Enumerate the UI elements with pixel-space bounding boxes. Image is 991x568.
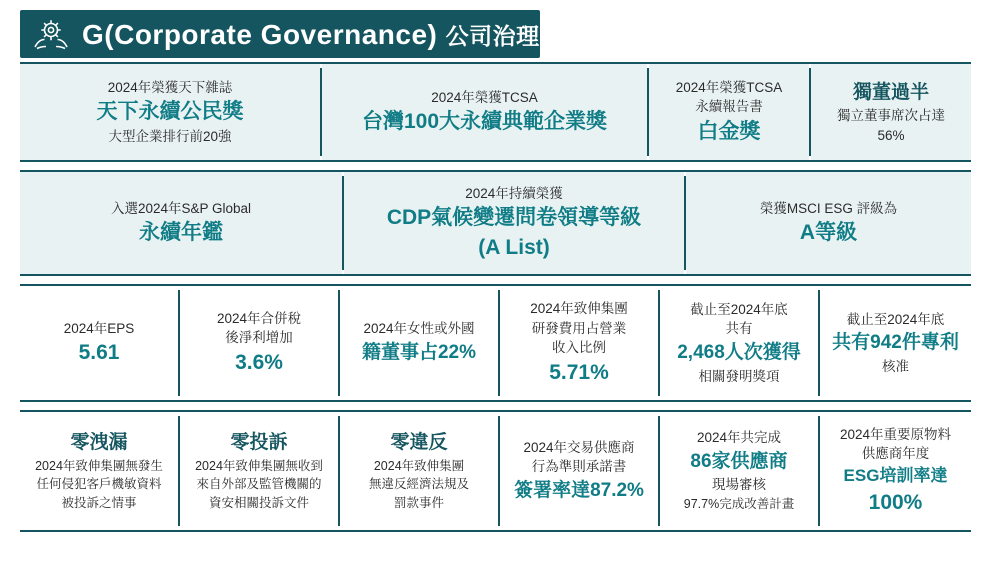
cell-line: 2024年持續榮獲 — [465, 185, 563, 201]
cell-line: 現場審核 — [712, 477, 766, 493]
cell-line: 2024年EPS — [63, 320, 135, 336]
cell-highlight: 永續年鑑 — [139, 221, 223, 245]
msci-esg-rating — [686, 172, 971, 274]
cell-line: 2024年女性或外國 — [363, 321, 475, 337]
cell-line: 獨立董事席次占達 — [837, 108, 945, 124]
cell-highlight: 零投訴 — [230, 432, 288, 454]
metrics-row — [20, 284, 971, 402]
cell-highlight: 2,468人次獲得 — [677, 342, 801, 363]
cell-highlight: 白金獎 — [697, 119, 761, 143]
cell-line: 大型企業排行前20強 — [108, 128, 232, 144]
cell-highlight: 獨董過半 — [852, 81, 929, 103]
cell-line: 永續報告書 — [695, 99, 763, 115]
approved-patents — [820, 286, 971, 400]
cw-sustainable-citizen-award — [20, 64, 320, 160]
consolidated-net-profit-growth — [180, 286, 338, 400]
header-banner — [20, 10, 540, 58]
eps-2024 — [20, 286, 178, 400]
cell-highlight: 5.71% — [549, 360, 609, 384]
supplier-onsite-audits — [660, 412, 818, 530]
cell-line: 2024年合併稅 — [216, 310, 302, 326]
cell-line: 入選2024年S&P Global — [110, 200, 252, 216]
compliance-row — [20, 410, 971, 532]
gear-hands-icon — [20, 17, 82, 51]
cell-highlight: 天下永續公民獎 — [96, 100, 244, 124]
cell-highlight: 台灣100大永續典範企業獎 — [361, 110, 608, 134]
cell-highlight: 共有942件專利 — [832, 332, 959, 354]
cell-highlight: 3.6% — [235, 350, 283, 374]
key-material-supplier-esg-training — [820, 412, 971, 530]
page-title-zh: 公司治理 — [445, 22, 540, 49]
cell-line: 2024年交易供應商 — [523, 439, 635, 455]
cell-line: 任何侵犯客戶機敏資料 — [36, 477, 162, 492]
tcsa-model-enterprise-award — [322, 64, 647, 160]
cell-line: 罰款事件 — [393, 496, 444, 511]
cell-highlight: ESG培訓率達 — [843, 465, 948, 485]
cell-line: 資安相關投訴文件 — [208, 496, 309, 511]
cell-line: 2024年共完成 — [696, 430, 782, 446]
page-title-en: G(Corporate Governance) — [82, 18, 446, 50]
cell-line: 2024年重要原物料 — [839, 426, 952, 442]
rd-expense-ratio — [500, 286, 658, 400]
independent-directors-majority — [811, 64, 971, 160]
page-title — [82, 18, 540, 51]
cell-highlight: 籍董事占22% — [361, 342, 477, 363]
cell-line: 收入比例 — [552, 340, 606, 356]
cell-line: 2024年致伸集團 — [373, 458, 465, 473]
cell-highlight: 100% — [868, 490, 923, 514]
cell-line: 後淨利增加 — [225, 330, 293, 346]
cell-highlight: CDP氣候變遷問卷領導等級 — [386, 206, 642, 230]
cell-line: 2024年致伸集團無發生 — [35, 458, 163, 473]
sp-global-sustainability-yearbook — [20, 172, 342, 274]
supplier-code-of-conduct-signing — [500, 412, 658, 530]
cell-highlight: (A List) — [478, 235, 550, 259]
cell-line: 供應商年度 — [861, 446, 930, 462]
content-rows — [20, 62, 971, 532]
awards-row — [20, 62, 971, 162]
cell-line: 核准 — [882, 358, 909, 374]
cell-line: 2024年致伸集團 — [530, 300, 628, 316]
cell-line: 2024年榮獲TCSA — [675, 79, 783, 95]
cell-line: 97.7%完成改善計畫 — [683, 496, 795, 511]
cdp-climate-a-list — [344, 172, 684, 274]
cell-line: 56% — [877, 127, 905, 143]
cell-line: 2024年致伸集團無收到 — [195, 458, 323, 473]
cell-line: 來自外部及監管機關的 — [196, 477, 322, 492]
cell-line: 2024年榮獲天下雜誌 — [107, 79, 233, 95]
cell-highlight: A等級 — [799, 221, 858, 245]
cell-line: 2024年榮獲TCSA — [431, 89, 538, 105]
cell-line: 被投訴之情事 — [61, 496, 137, 511]
zero-violations — [340, 412, 498, 530]
zero-complaints — [180, 412, 338, 530]
cell-line: 截止至2024年底 — [690, 301, 788, 317]
cell-line: 相關發明獎項 — [698, 368, 780, 384]
cell-highlight: 5.61 — [78, 341, 120, 365]
cell-highlight: 零違反 — [390, 432, 448, 454]
tcsa-platinum-report-award — [649, 64, 809, 160]
cell-line: 共有 — [725, 321, 753, 337]
cell-line: 無違反經濟法規及 — [368, 477, 469, 492]
cell-line: 榮獲MSCI ESG 評級為 — [759, 200, 898, 216]
cell-line: 研發費用占營業 — [531, 320, 627, 336]
cell-line: 截止至2024年底 — [846, 311, 945, 327]
ratings-row — [20, 170, 971, 276]
cell-line: 行為準則承諾書 — [531, 459, 627, 475]
cell-highlight: 零洩漏 — [70, 432, 128, 454]
cell-highlight: 簽署率達87.2% — [514, 479, 644, 501]
female-foreign-director-ratio — [340, 286, 498, 400]
zero-data-leak — [20, 412, 178, 530]
cell-highlight: 86家供應商 — [690, 450, 788, 472]
invention-award-recipients — [660, 286, 818, 400]
